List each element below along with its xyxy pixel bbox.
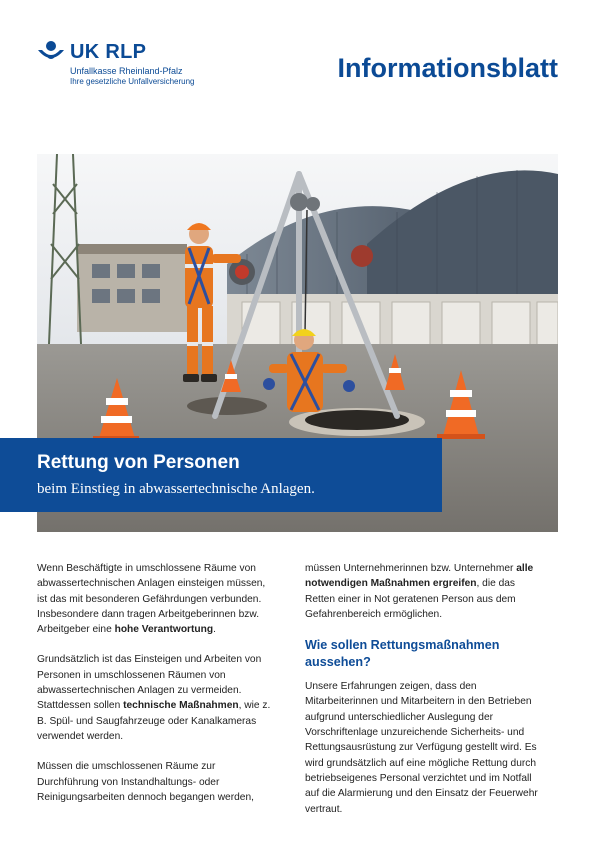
document-type-heading: Informationsblatt bbox=[337, 53, 558, 83]
paragraph-1-text: Wenn Beschäftigte in umschlossene Räume von abwassertechnischen Anlagen einsteigen müssen, ist das mit besonderen Gefährdungen verbunden. Insbesondere dann tragen Arbeitgeberinnen bzw. Arbeitgeber eine bbox=[37, 563, 266, 636]
paragraph-1-end: . bbox=[213, 624, 216, 636]
title-band bbox=[0, 438, 442, 512]
paragraph-3: Müssen die umschlossenen Räume zur Durchführung von Instandhaltungs- oder Reinigungsarbeiten dennoch begangen werden, bbox=[37, 761, 254, 803]
logo-org-name: Unfallkasse Rheinland-Pfalz bbox=[70, 66, 183, 76]
paragraph-5: Unsere Erfahrungen zeigen, dass den Mitarbeiterinnen und Mitarbeitern in den Betrieben aufgrund unterschiedlicher Auslegung der Vorschriftenlage unzureichende Sicherheits- und Rettungsausrüstung zur Verfügung gestellt wird. Es wird grundsätzlich auf eine mögliche Rettung durch betriebseigenes Personal verzichtet und im Notfall auf die Alarmierung und den Einsatz der Feuerwehr vertraut. bbox=[305, 681, 538, 815]
page-title: Rettung von Personen bbox=[37, 452, 240, 473]
logo-wordmark: UK RLP bbox=[70, 41, 147, 63]
right-column bbox=[305, 561, 545, 832]
paragraph-1-emphasis: hohe Verantwortung bbox=[114, 624, 214, 636]
section-heading: Wie sollen Rettungsmaßnahmen aussehen? bbox=[305, 638, 500, 670]
logo-tagline: Ihre gesetzliche Unfallversicherung bbox=[70, 77, 195, 86]
paragraph-2-text: Grundsätzlich ist das Einsteigen und Arbeiten von Personen in umschlossenen Räumen von abwassertechnischen Anlagen zu vermeiden. Stattdessen sollen bbox=[37, 654, 262, 712]
paragraph-4-emphasis: alle notwendigen Maßnahmen ergreifen bbox=[305, 563, 534, 590]
paragraph-2-end: , wie z. B. Spül- und Saugfahrzeuge oder Kanalkameras verwendet werden. bbox=[37, 700, 271, 742]
paragraph-4-text: müssen Unternehmerinnen bzw. Unternehmer bbox=[305, 563, 517, 574]
paragraph-4 bbox=[305, 561, 545, 622]
paragraph-2-emphasis: technische Maßnahmen bbox=[123, 700, 239, 712]
page-subtitle: beim Einstieg in abwassertechnische Anlagen. bbox=[37, 481, 315, 497]
uk-rlp-logo bbox=[36, 40, 206, 88]
paragraph-1 bbox=[37, 561, 277, 637]
left-column bbox=[37, 561, 277, 820]
paragraph-4-end: , die das Retten einer in Not geratenen Person aus dem Gefahrenbereich ermöglichen. bbox=[305, 578, 516, 620]
uk-rlp-logo-icon bbox=[36, 40, 66, 68]
paragraph-2 bbox=[37, 652, 277, 744]
